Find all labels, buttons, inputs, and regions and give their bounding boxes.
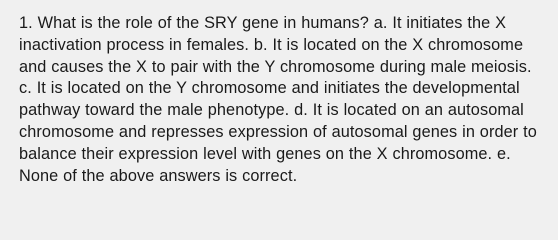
question-text: 1. What is the role of the SRY gene in humans? a. It initiates the X inactivation process in females. b. It is located on the X chromosome and causes the X to pair with the Y chromosome during male meiosis. c. It is located on the Y chromosome and initiates the developmental pathway toward the male phenotype. d. It is located on an autosomal chromosome and represses expression of autosomal genes in order to balance their expression level with genes on the X chromosome. e. None of the above answers is correct. bbox=[19, 14, 537, 185]
